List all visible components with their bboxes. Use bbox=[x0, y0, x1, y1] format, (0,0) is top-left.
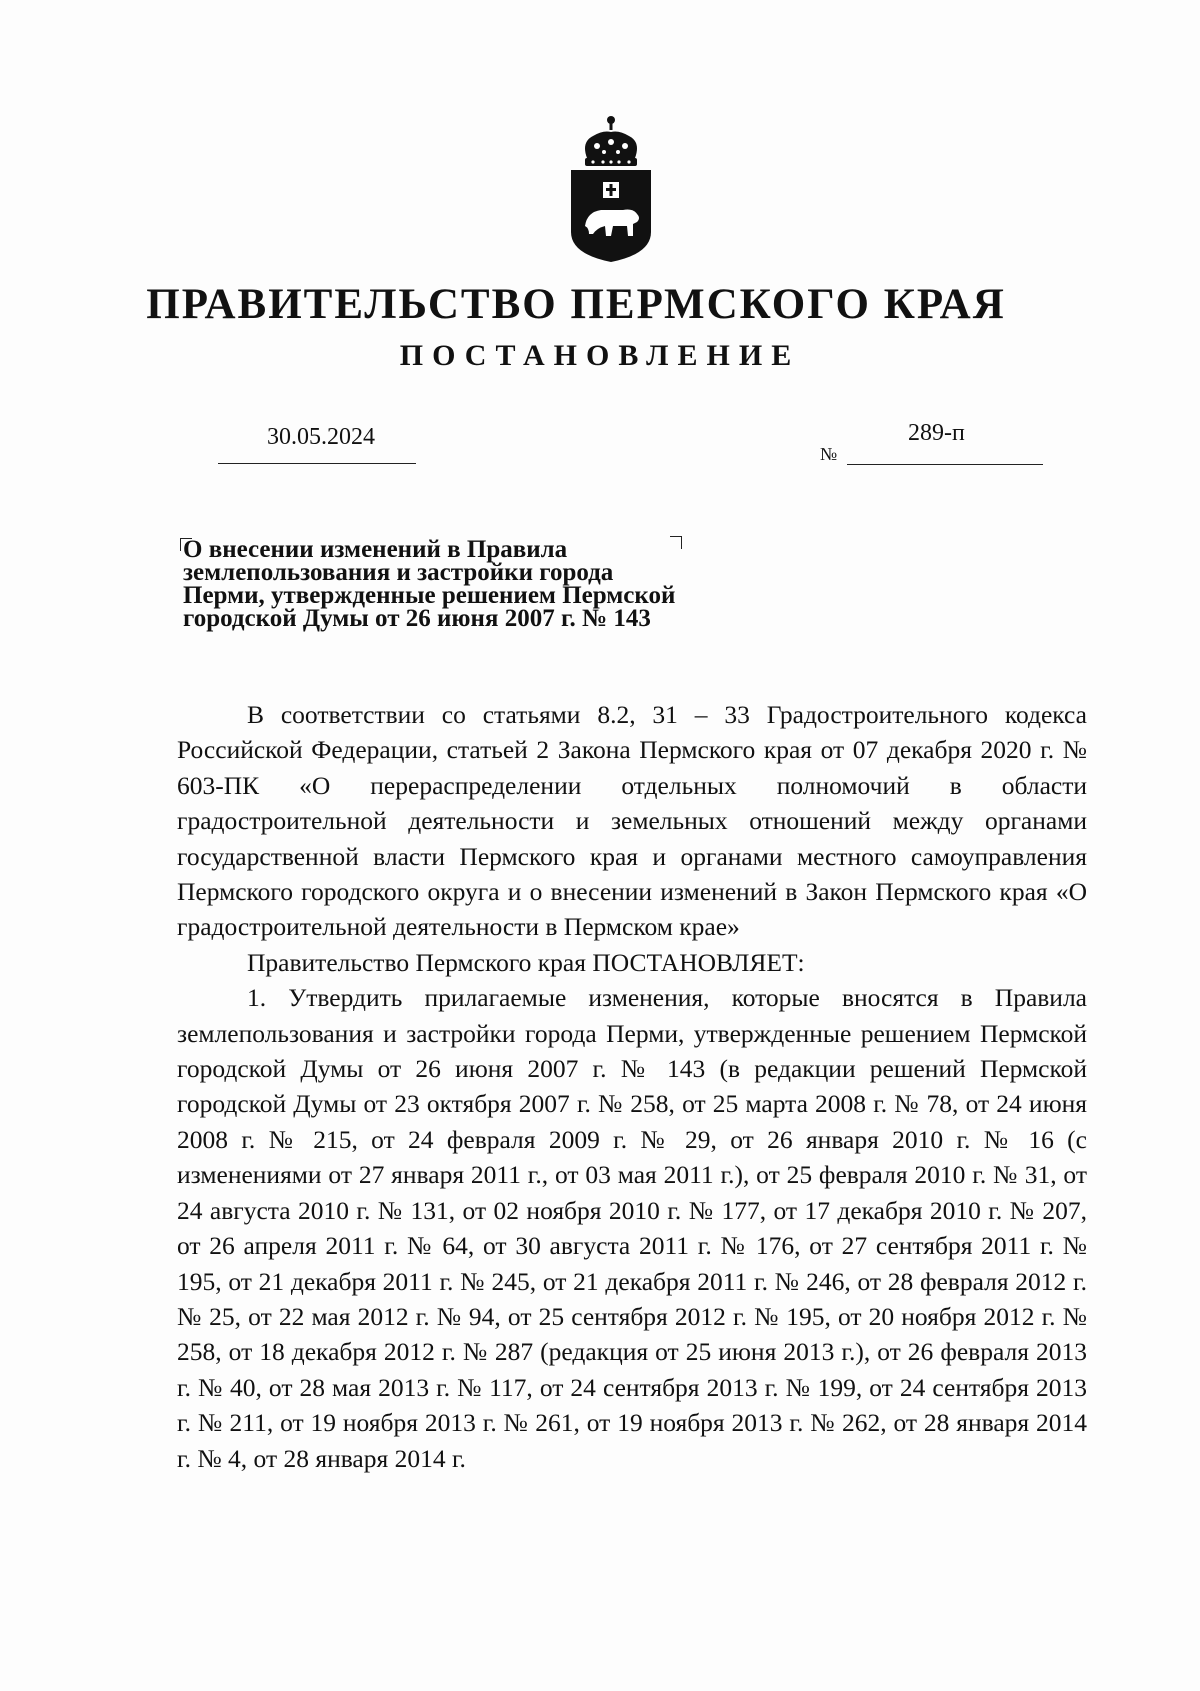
resolution-paragraph: Правительство Пермского края ПОСТАНОВЛЯЕТ: bbox=[247, 947, 805, 977]
subject-line: землепользования и застройки города bbox=[183, 559, 614, 586]
date-underline bbox=[218, 463, 416, 464]
preamble-paragraph: В соответствии со статьями 8.2, 31 – 33 Градостроительного кодекса Российской Федерации, статьей 2 Закона Пермского края от 07 декабря 2020 г. № 603-ПК «О перераспределении отдельных полномочий в области градостроительной деятельности и земельных отношений между органами государственной власти Пермского края и органами местного самоуправления Пермского городского округа и о внесении изменений в Закон Пермского края «О градостроительной деятельности в Пермском крае» bbox=[177, 700, 1087, 942]
document-date: 30.05.2024 bbox=[267, 424, 375, 450]
organization-title: ПРАВИТЕЛЬСТВО ПЕРМСКОГО КРАЯ bbox=[146, 281, 1006, 328]
perm-krai-coat-of-arms-icon bbox=[567, 114, 655, 264]
number-underline bbox=[847, 464, 1043, 465]
document-date-field bbox=[218, 424, 418, 451]
subject-line: О внесении изменений в Правила bbox=[183, 536, 568, 563]
document-subject bbox=[183, 538, 703, 630]
subject-line: городской Думы от 26 июня 2007 г. № 143 bbox=[183, 605, 651, 632]
clause-1-paragraph: 1. Утвердить прилагаемые изменения, которые вносятся в Правила землепользования и застройки города Перми, утвержденные решением Пермской городской Думы от 26 июня 2007 г. № 143 (в редакции решений Пермской городской Думы от 23 октября 2007 г. № 258, от 25 марта 2008 г. № 78, от 24 июня 2008 г. № 215, от 24 февраля 2009 г. № 29, от 26 января 2010 г. № 16 (с изменениями от 27 января 2011 г., от 03 мая 2011 г.), от 25 февраля 2010 г. № 31, от 24 августа 2010 г. № 131, от 02 ноября 2010 г. № 177, от 17 декабря 2010 г. № 207, от 26 апреля 2011 г. № 64, от 30 августа 2011 г. № 176, от 27 сентября 2011 г. № 195, от 21 декабря 2011 г. № 245, от 21 декабря 2011 г. № 246, от 28 февраля 2012 г. № 25, от 22 мая 2012 г. № 94, от 25 сентября 2012 г. № 195, от 20 ноября 2012 г. № 258, от 18 декабря 2012 г. № 287 (редакция от 25 июня 2013 г.), от 26 февраля 2013 г. № 40, от 28 мая 2013 г. № 117, от 24 сентября 2013 г. № 199, от 24 сентября 2013 г. № 211, от 19 ноября 2013 г. № 261, от 19 ноября 2013 г. № 262, от 28 января 2014 г. № 4, от 28 января 2014 г. bbox=[177, 983, 1087, 1473]
document-number-field bbox=[820, 420, 1045, 470]
document-number: 289-п bbox=[908, 420, 965, 446]
number-sign: № bbox=[820, 444, 838, 464]
document-type-heading: ПОСТАНОВЛЕНИЕ bbox=[399, 339, 801, 372]
document-body bbox=[177, 697, 1087, 1476]
subject-line: Перми, утвержденные решением Пермской bbox=[183, 582, 676, 609]
